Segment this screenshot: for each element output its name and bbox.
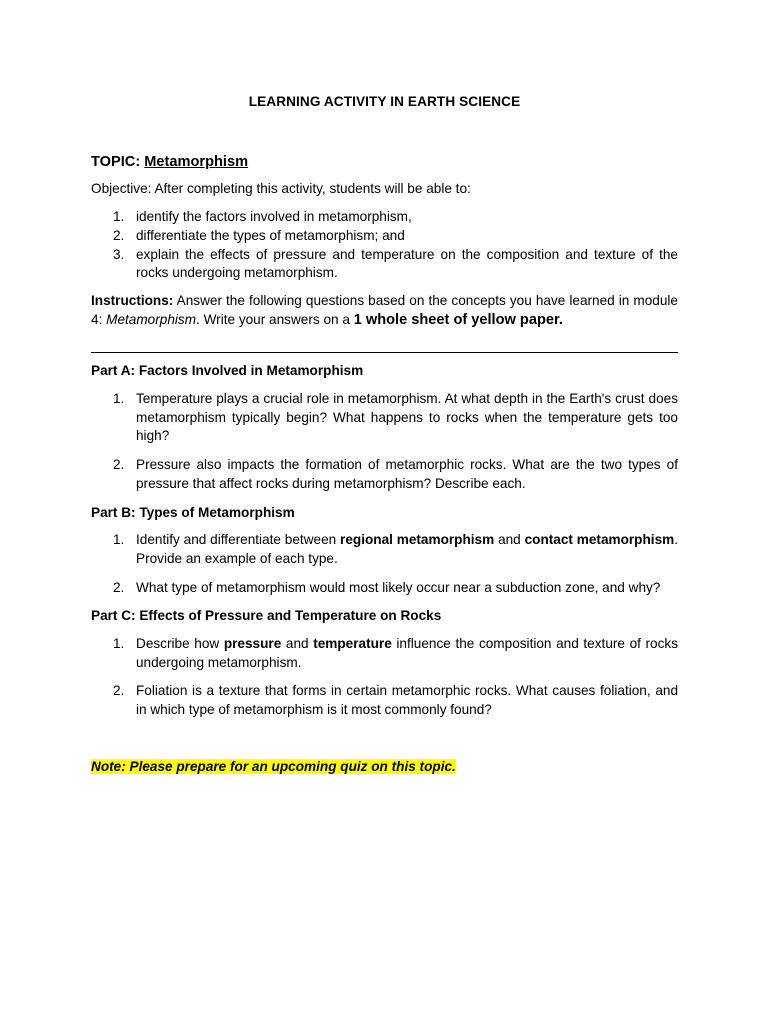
question-number: 2. [113, 579, 125, 595]
instructions-label: Instructions: [91, 292, 174, 308]
topic-line [91, 153, 678, 172]
question-number: 1. [113, 636, 125, 652]
question-text-part: . Provide an example of each type. [136, 532, 678, 566]
part-a-heading: Part A: Factors Involved in Metamorphism [91, 363, 364, 379]
objective-item [91, 208, 678, 227]
question-text: Pressure also impacts the formation of metamorphic rocks. What are the two types of pressure that affect rocks during metamorphism? Describe each. [136, 457, 678, 491]
term-contact-metamorphism: contact metamorphism [524, 532, 675, 548]
part-c-heading: Part C: Effects of Pressure and Temperature on Rocks [91, 608, 442, 624]
document-title: LEARNING ACTIVITY IN EARTH SCIENCE [248, 94, 521, 109]
instructions-text-2: . Write your answers on a [196, 311, 350, 327]
part-b-heading: Part B: Types of Metamorphism [91, 504, 295, 520]
question-text-part: and [498, 532, 521, 548]
part-b-questions [91, 531, 678, 597]
question-text [136, 636, 678, 670]
question-number: 1. [113, 532, 125, 548]
question-item [91, 579, 678, 598]
question-text-part: Describe how [136, 636, 220, 652]
part-c-questions [91, 635, 678, 720]
topic-value: Metamorphism [144, 153, 249, 170]
term-regional-metamorphism: regional metamorphism [340, 532, 495, 548]
objective-item-number: 2. [113, 227, 125, 243]
term-temperature: temperature [313, 636, 392, 652]
question-text: Foliation is a texture that forms in certain metamorphic rocks. What causes foliation, and in which type of metamorphism is it most commonly found? [136, 683, 678, 718]
question-text-part: Identify and differentiate between [136, 532, 337, 548]
question-item [91, 682, 678, 719]
objective-list [91, 208, 678, 283]
instructions-paragraph [91, 292, 678, 329]
objective-item [91, 246, 678, 283]
instructions-text: Answer the following questions based on the concepts you have learned in module 4: [91, 292, 678, 327]
objective-item [91, 227, 678, 246]
quiz-note [91, 758, 678, 777]
question-text-part: and [285, 636, 309, 652]
question-item [91, 456, 678, 493]
term-pressure: pressure [223, 636, 282, 652]
question-item [91, 390, 678, 446]
objective-item-number: 1. [113, 209, 125, 225]
module-name: Metamorphism [106, 311, 197, 327]
objective-item-text: differentiate the types of metamorphism; and [136, 227, 405, 243]
question-text: Temperature plays a crucial role in metamorphism. At what depth in the Earth's crust does metamorphism typically begin? What happens to rocks when the temperature gets too high? [136, 391, 678, 444]
question-number: 1. [113, 391, 125, 407]
question-text-part: influence the composition and texture of rocks undergoing metamorphism. [136, 636, 679, 670]
question-number: 2. [113, 683, 125, 699]
question-text: What type of metamorphism would most likely occur near a subduction zone, and why? [136, 579, 661, 595]
part-a-questions [91, 390, 678, 494]
objective-intro: Objective: After completing this activity, students will be able to: [91, 181, 471, 197]
question-text [136, 532, 678, 566]
objective-item-text: identify the factors involved in metamorphism, [136, 209, 412, 225]
document-content [91, 93, 678, 777]
topic-label: TOPIC: [91, 153, 141, 170]
objective-item-text: explain the effects of pressure and temperature on the composition and texture of the rocks undergoing metamorphism. [136, 246, 678, 281]
paper-requirement: 1 whole sheet of yellow paper. [353, 311, 563, 328]
objective-item-number: 3. [113, 246, 125, 262]
horizontal-divider [91, 352, 678, 353]
quiz-note-highlight: Note: Please prepare for an upcoming quiz on this topic. [91, 758, 456, 774]
question-item [91, 635, 678, 672]
question-item [91, 531, 678, 568]
question-number: 2. [113, 457, 125, 473]
